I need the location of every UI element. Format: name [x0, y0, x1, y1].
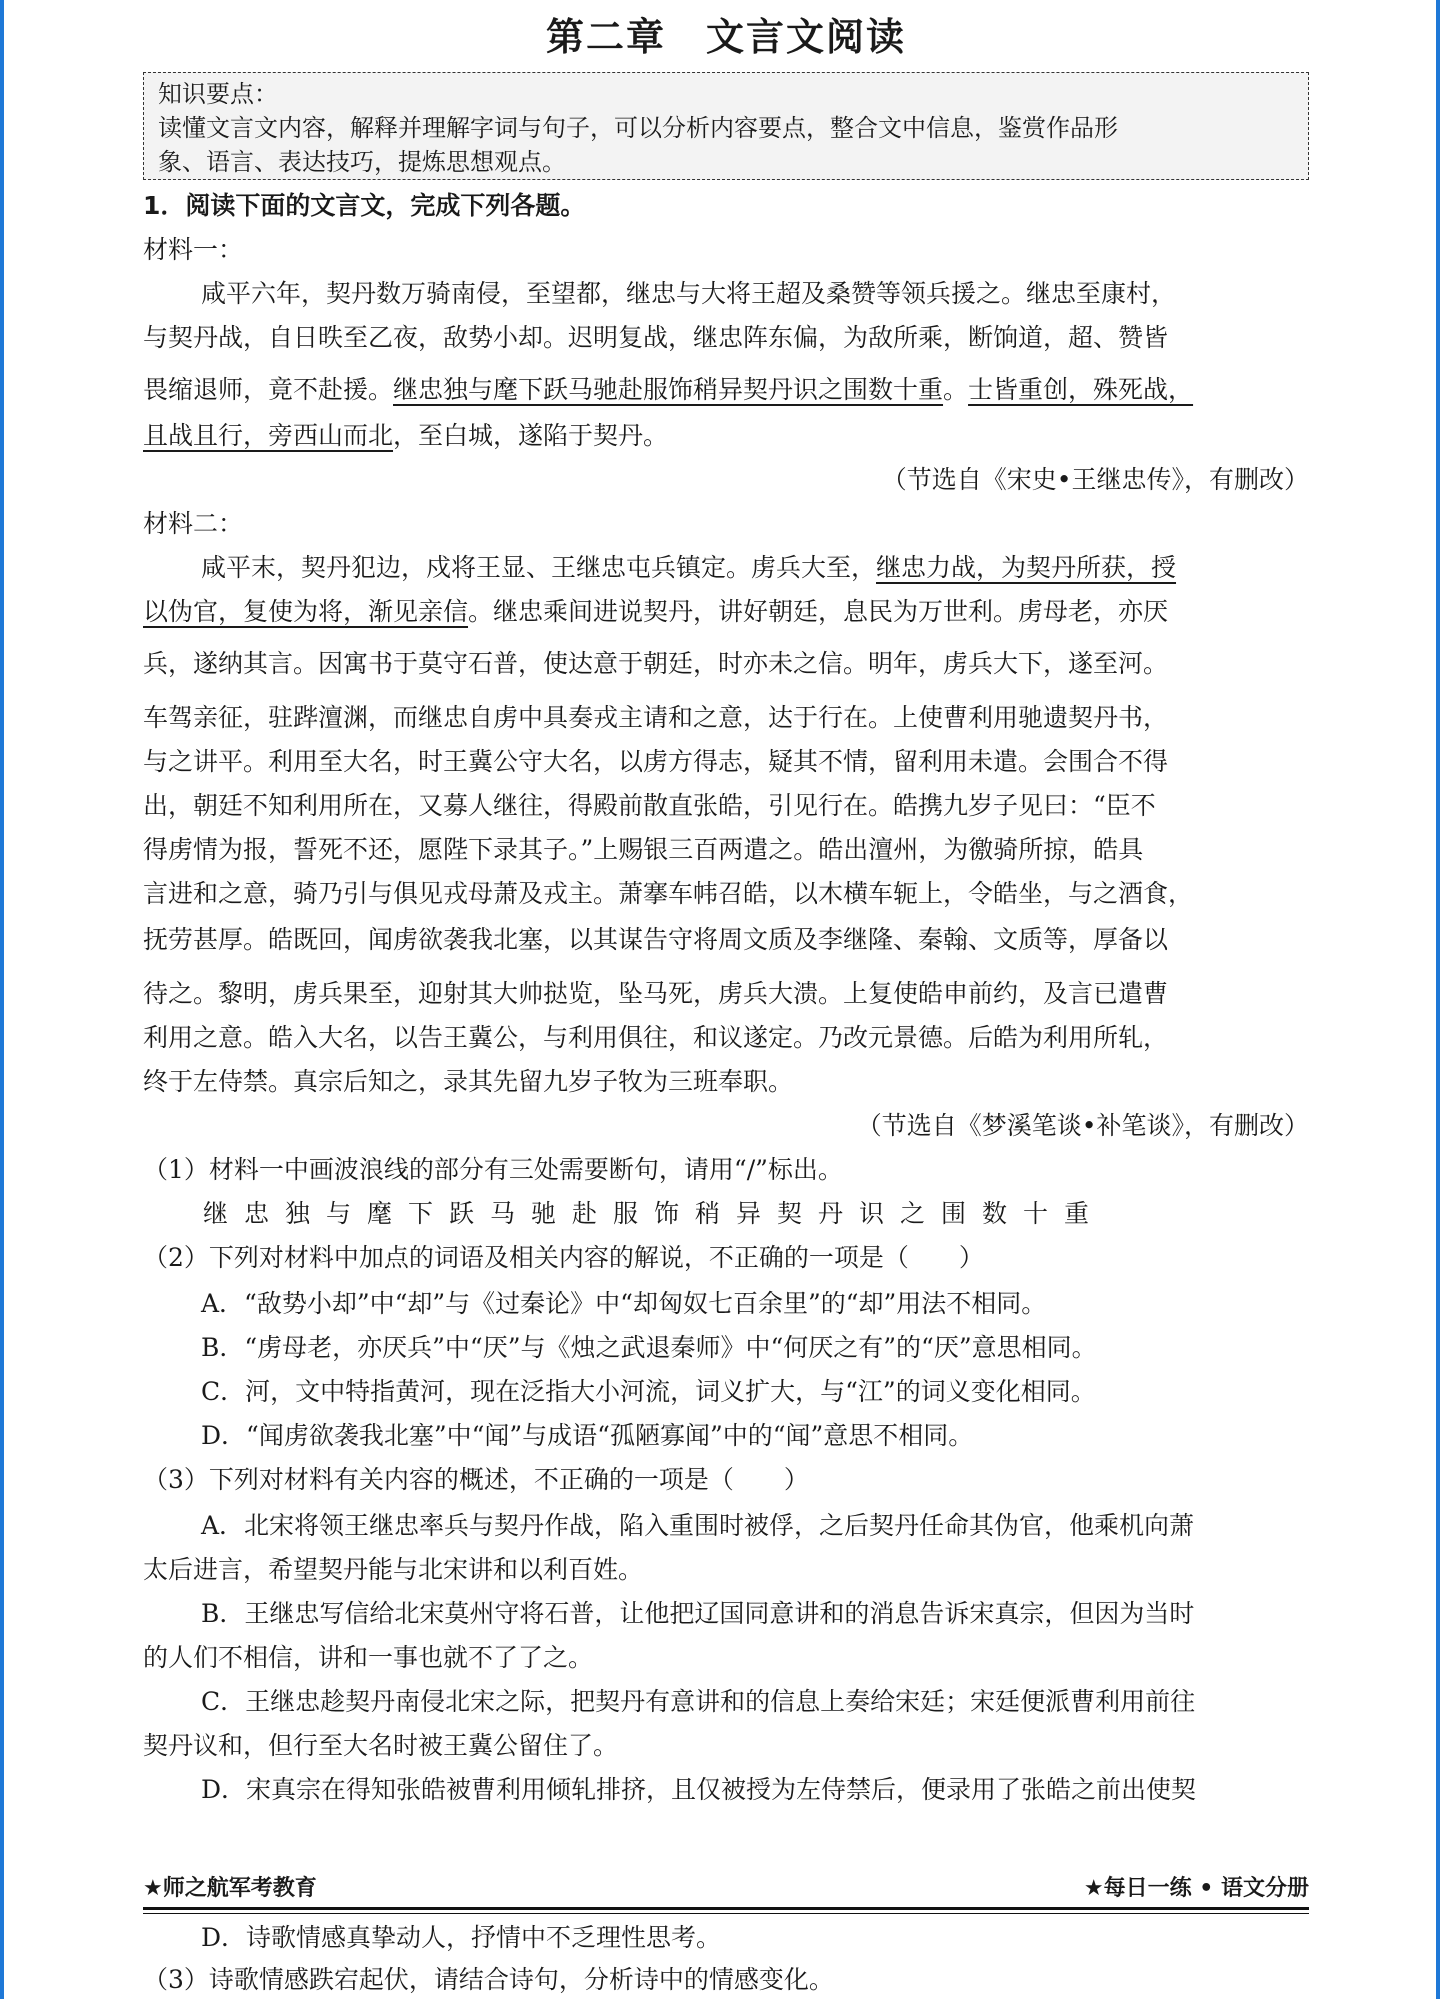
material2-text: 。继忠乘间进说契丹，讲好朝廷，息民为万世利。虏母老，亦厌: [468, 597, 1169, 626]
material1-line-3: [143, 368, 1309, 412]
material1-label: 材料一：: [143, 235, 244, 264]
material2-line-5: 与之讲平。利用至大名，时王冀公守大名，以虏方得志，疑其不情，留利用未遣。会围合不得: [143, 747, 1169, 776]
q3-option-b-line-1: B．王继忠写信给北宋莫州守将石普，让他把辽国同意讲和的消息告诉宋真宗，但因为当时: [201, 1599, 1195, 1628]
q2-option-a: A．“敌势小却”中“却”与《过秦论》中“却匈奴七百余里”的“却”用法不相同。: [201, 1289, 1047, 1318]
q3-text: （3）下列对材料有关内容的概述，不正确的一项是（ ）: [143, 1465, 809, 1494]
page-footer: [143, 1867, 1309, 1907]
knowledge-line-1: 读懂文言文内容，解释并理解字词与句子，可以分析内容要点，整合文中信息，鉴赏作品形: [158, 114, 1118, 142]
underlined-sentence-1-cont: 且战且行，旁西山而北: [143, 421, 394, 450]
footer-rule-thin: [143, 1913, 1309, 1914]
underlined-sentence-2-cont: 以伪官，复使为将，渐见亲信: [143, 597, 469, 626]
underlined-sentence-1: 士皆重创，殊死战，: [968, 375, 1194, 404]
material2-line-10: 待之。黎明，虏兵果至，迎射其大帅挞览，坠马死，虏兵大溃。上复使皓申前约，及言已遣曹: [143, 979, 1169, 1008]
material1-line-2: 与契丹战，自日昳至乙夜，敌势小却。迟明复战，继忠阵东偏，为敌所乘，断饷道，超、赞皆: [143, 323, 1169, 352]
footer-right: ★每日一练 • 语文分册: [1083, 1876, 1309, 1901]
q3-option-b-line-2: 的人们不相信，讲和一事也就不了了之。: [143, 1643, 594, 1672]
material2-line-4: 车驾亲征，驻跸澶渊，而继忠自虏中具奏戎主请和之意，达于行在。上使曹利用驰遗契丹书，: [143, 703, 1169, 732]
underlined-sentence-2: 继忠力战，为契丹所获，授: [876, 553, 1177, 582]
footer-rule-thick: [143, 1907, 1309, 1910]
q3-option-a-line-1: A．北宋将领王继忠率兵与契丹作战，陷入重围时被俘，之后契丹任命其伪官，他乘机向萧: [201, 1511, 1195, 1540]
material2-text: 咸平末，契丹犯边，戍将王显、王继忠屯兵镇定。虏兵大至，: [201, 553, 877, 582]
knowledge-line-2: 象、语言、表达技巧，提炼思想观点。: [158, 148, 566, 176]
q1-sentence: 继忠独与麾下跃马驰赴服饰稍异契丹识之围数十重: [203, 1199, 1106, 1228]
material2-line-12: 终于左侍禁。真宗后知之，录其先留九岁子牧为三班奉职。: [143, 1067, 794, 1096]
q3-option-c-line-2: 契丹议和，但行至大名时被王冀公留住了。: [143, 1731, 619, 1760]
material1-text: 畏缩退师，竟不赴援。: [143, 375, 394, 404]
q2-text: （2）下列对材料中加点的词语及相关内容的解说，不正确的一项是（ ）: [143, 1243, 984, 1272]
material2-source: （节选自《梦溪笔谈•补笔谈》，有删改）: [856, 1111, 1309, 1140]
material2-label: 材料二：: [143, 509, 244, 538]
material2-line-9: 抚劳甚厚。皓既回，闻虏欲袭我北塞，以其谋告守将周文质及李继隆、秦翰、文质等，厚备以: [143, 925, 1169, 954]
material2-line-7: 得虏情为报，誓死不还，愿陛下录其子。”上赐银三百两遣之。皓出澶州，为徼骑所掠，皓具: [143, 835, 1144, 864]
q1-text: （1）材料一中画波浪线的部分有三处需要断句，请用“/”标出。: [143, 1155, 843, 1184]
material1-line-4: [143, 414, 1309, 458]
q2-option-d: D．“闻虏欲袭我北塞”中“闻”与成语“孤陋寡闻”中的“闻”意思不相同。: [201, 1421, 974, 1450]
chapter-title: 第二章 文言文阅读: [545, 15, 906, 59]
next-page-option-d: D．诗歌情感真挚动人，抒情中不乏理性思考。: [201, 1923, 722, 1952]
material2-line-8: 言进和之意，骑乃引与俱见戎母萧及戎主。萧搴车帏召皓，以木横车轭上，令皓坐，与之酒食，: [143, 879, 1194, 908]
material2-line-6: 出，朝廷不知利用所在，又募人继往，得殿前散直张皓，引见行在。皓携九岁子见曰：“臣不: [143, 791, 1156, 820]
question-title: 1．阅读下面的文言文，完成下列各题。: [143, 191, 586, 220]
material2-line-1: [143, 546, 1309, 590]
material2-line-3: 兵，遂纳其言。因寓书于莫守石普，使达意于朝廷，时亦未之信。明年，虏兵大下，遂至河。: [143, 649, 1169, 678]
q2-option-b: B．“虏母老，亦厌兵”中“厌”与《烛之武退秦师》中“何厌之有”的“厌”意思相同。: [201, 1333, 1097, 1362]
material1-line-1: 咸平六年，契丹数万骑南侵，至望都，继忠与大将王超及桑赞等领兵援之。继忠至康村，: [201, 279, 1177, 308]
next-page-q3: （3）诗歌情感跌宕起伏，请结合诗句，分析诗中的情感变化。: [143, 1965, 834, 1994]
footer-left: ★师之航军考教育: [143, 1876, 317, 1901]
q3-option-c-line-1: C．王继忠趁契丹南侵北宋之际，把契丹有意讲和的信息上奏给宋廷；宋廷便派曹利用前往: [201, 1687, 1196, 1716]
material1-text: ，至白城，遂陷于契丹。: [393, 421, 669, 450]
q3-option-a-line-2: 太后进言，希望契丹能与北宋讲和以利百姓。: [143, 1555, 644, 1584]
q3-option-d-line-1: D．宋真宗在得知张皓被曹利用倾轧排挤，且仅被授为左侍禁后，便录用了张皓之前出使契: [201, 1775, 1197, 1804]
material2-line-11: 利用之意。皓入大名，以告王冀公，与利用俱往，和议遂定。乃改元景德。后皓为利用所轧，: [143, 1023, 1169, 1052]
knowledge-heading: 知识要点：: [158, 80, 278, 108]
material1-text: 。: [943, 375, 969, 404]
knowledge-box: [143, 72, 1309, 180]
wavy-underline-sentence: 继忠独与麾下跃马驰赴服饰稍异契丹识之围数十重: [393, 375, 944, 404]
q2-option-c: C．河，文中特指黄河，现在泛指大小河流，词义扩大，与“江”的词义变化相同。: [201, 1377, 1096, 1406]
material2-line-2: [143, 590, 1309, 634]
material1-source: （节选自《宋史•王继忠传》，有删改）: [881, 465, 1309, 494]
